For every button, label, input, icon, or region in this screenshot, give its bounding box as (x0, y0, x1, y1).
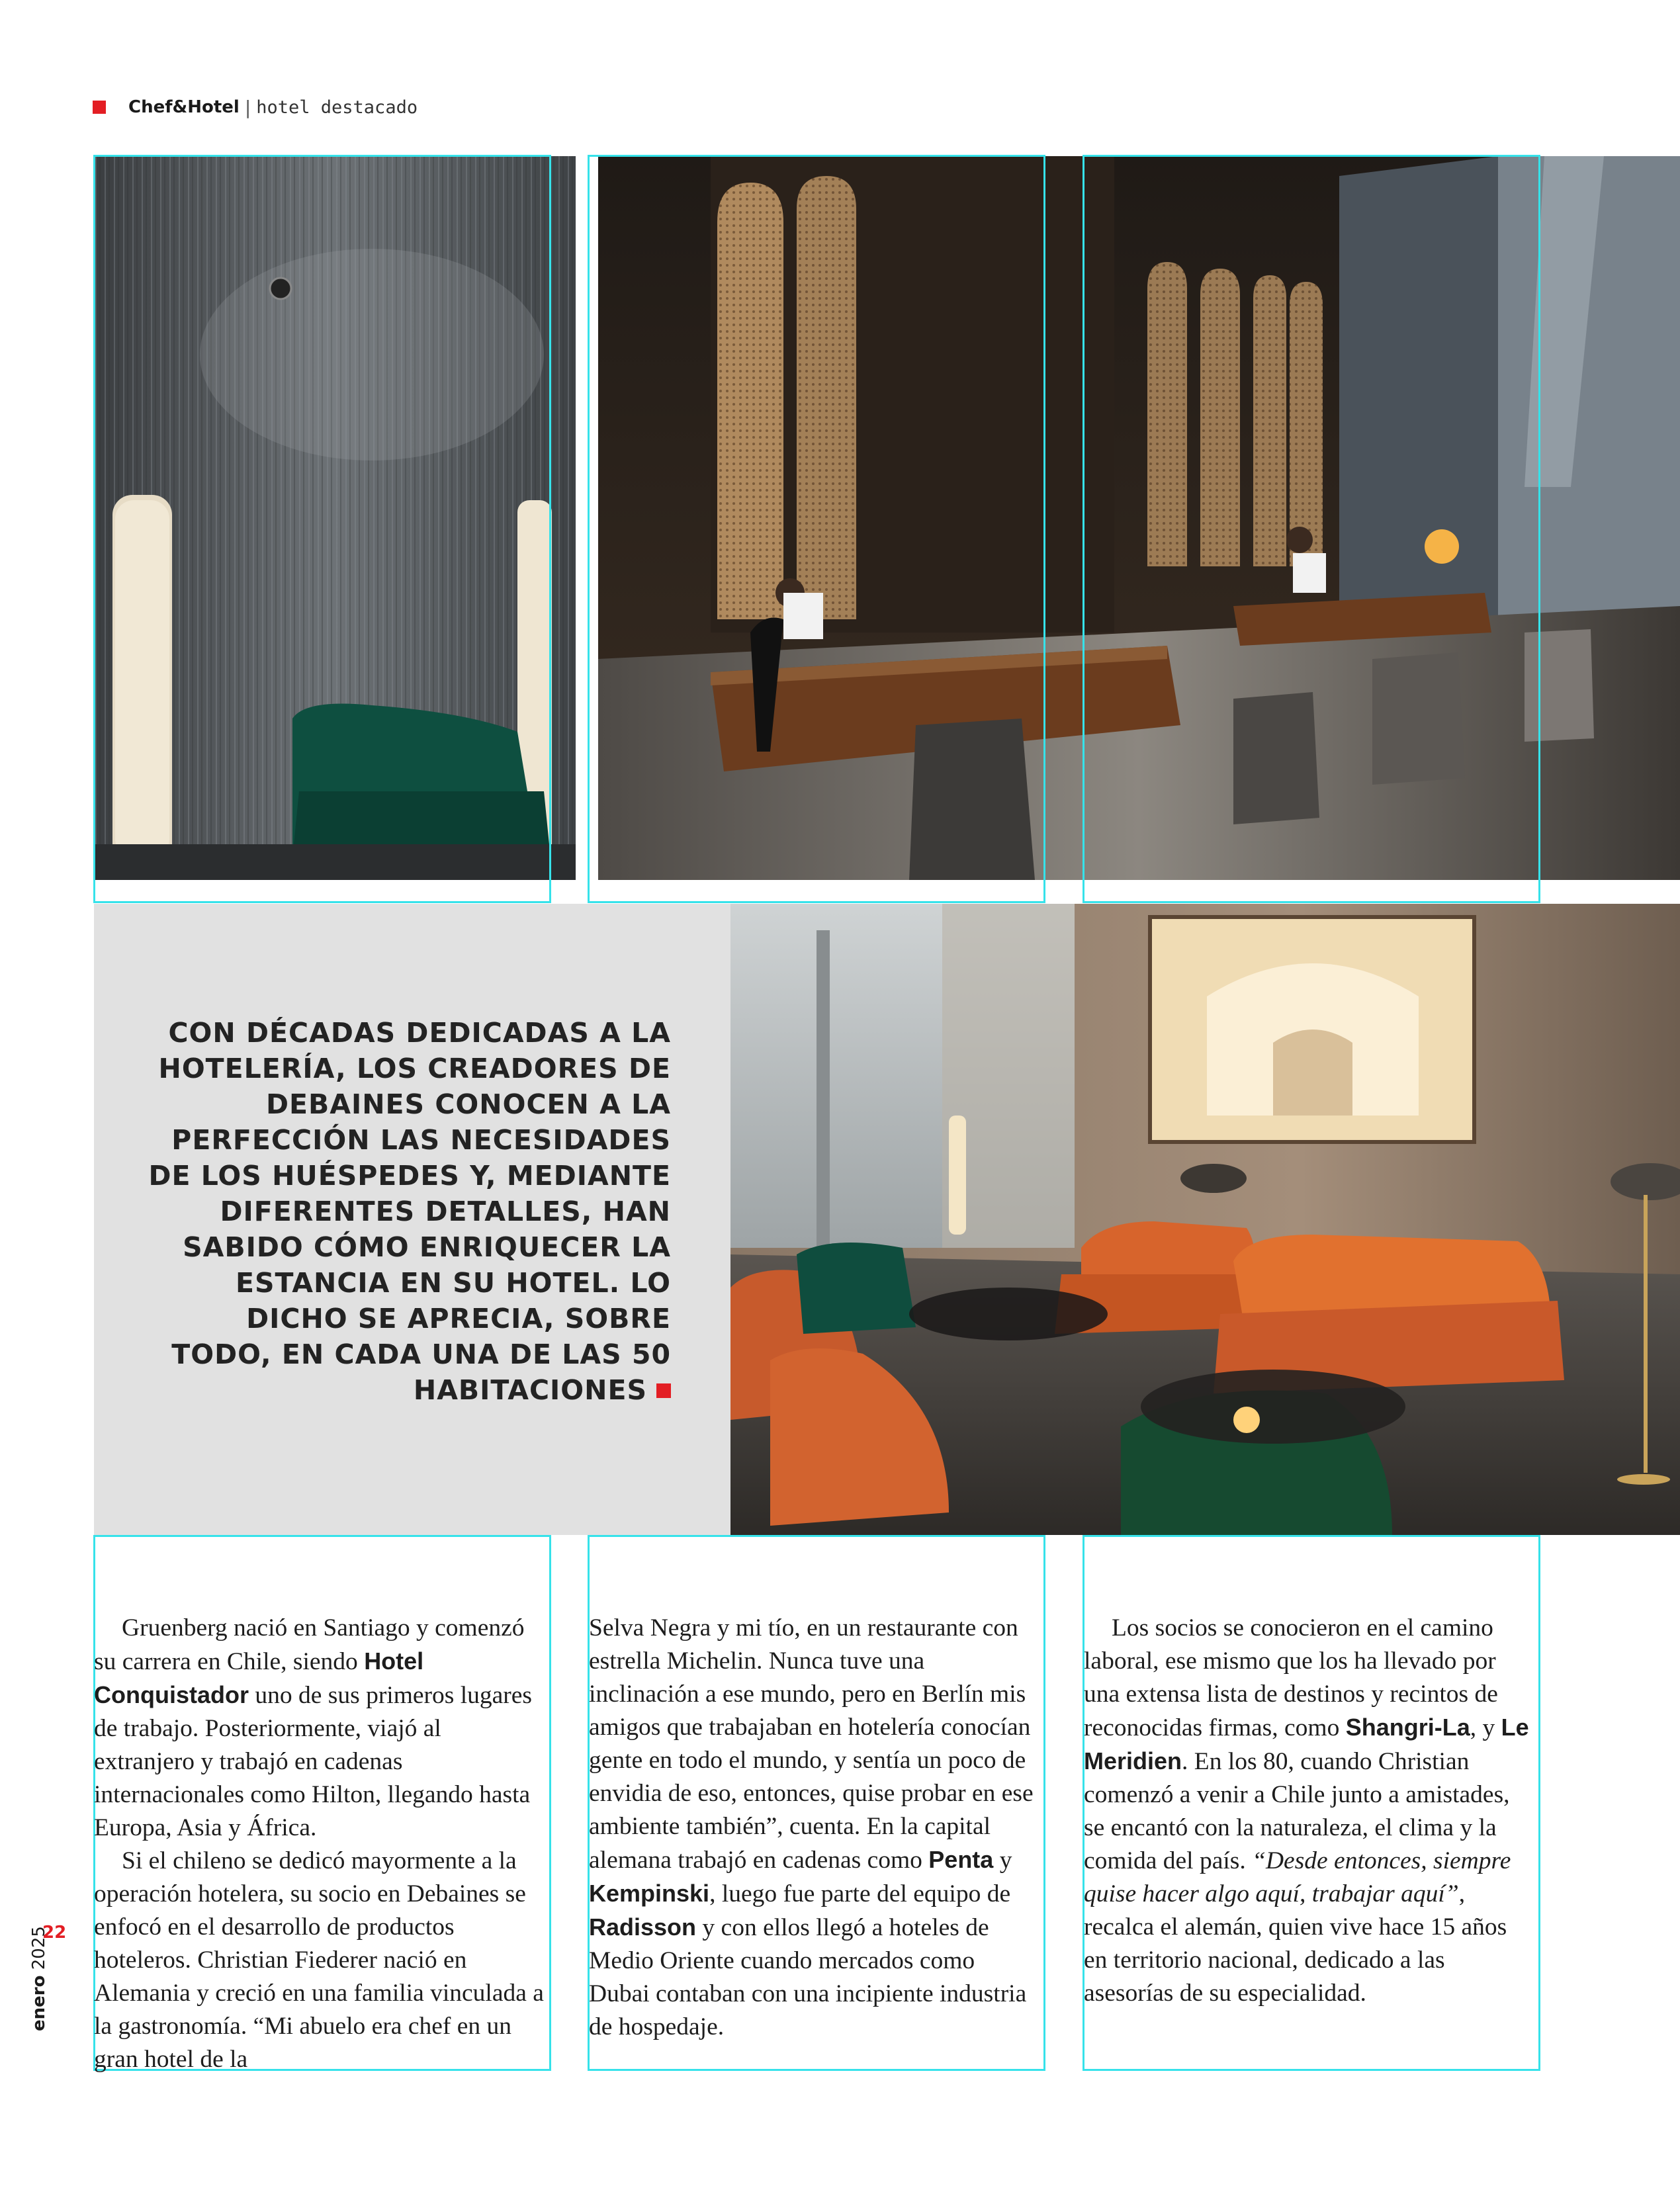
page-number: 22 (42, 1923, 67, 1943)
body-column-2 (589, 1612, 1039, 2044)
header-section: hotel destacado (256, 97, 418, 118)
pull-quote-end-square (656, 1383, 671, 1398)
col2-bold-kempinski: Kempinski (589, 1880, 710, 1907)
col2-text: Selva Negra y mi tío, en un restaurante con estrella Michelin. Nunca tuve una inclinación a ese mundo, pero en Berlín mis amigos que trabajaban en hotelería conocían gente en todo el mundo, y sentía un poco de envidia de eso, entonces, quise probar en ese ambiente también”, cuenta. En la capital alemana trabajó en cadenas como (589, 1614, 1034, 1874)
pull-quote-text: CON DÉCADAS DEDICADAS A LA HOTELERÍA, LOS CREADORES DE DEBAINES CONOCEN A LA PERFECCIÓN LAS NECESIDADES DE LOS HUÉSPEDES Y, MEDIANTE DIFERENTES DETALLES, HAN SABIDO CÓMO ENRIQUECER LA ESTANCIA EN SU HOTEL. LO DICHO SE APRECIA, SOBRE TODO, EN CADA UNA DE LAS 50 HABITACIONES (148, 1017, 671, 1406)
col1-text: Gruenberg nació en Santiago y comenzó su carrera en Chile, siendo (94, 1614, 525, 1675)
col2-text: y con ellos llegó a hoteles de Medio Oriente cuando mercados como Dubai contaban con una incipiente industria de hospedaje. (589, 1914, 1027, 2040)
header-marker-square (93, 101, 106, 114)
col2-paragraph-1 (589, 1612, 1039, 2044)
body-column-1 (94, 1612, 544, 2076)
col3-text: , y (1470, 1714, 1501, 1741)
col3-text: , recalca el alemán, quien vive hace 15 años en territorio nacional, dedicado a las asesorías de su especialidad. (1084, 1880, 1507, 2007)
photo-reception-desks (598, 156, 1680, 880)
col3-text: Los socios se conocieron en el camino laboral, ese mismo que los ha llevado por una extensa lista de destinos y recintos de reconocidas firmas, como (1084, 1614, 1498, 1741)
col2-text: , luego fue parte del equipo de (709, 1880, 1011, 1907)
pull-quote (142, 1015, 671, 1408)
body-column-3 (1084, 1612, 1534, 2010)
issue-month: enero (29, 1975, 49, 2031)
col1-paragraph-2: Si el chileno se dedicó mayormente a la operación hotelera, su socio en Debaines se enfocó en el desarrollo de productos hoteleros. Christian Fiederer nació en Alemania y creció en una familia vinculada a la gastronomía. “Mi abuelo era chef en un gran hotel de la (94, 1847, 544, 2073)
col3-bold-shangrila: Shangri-La (1345, 1714, 1470, 1741)
col3-bold-lemeridien: Le Meridien (1084, 1714, 1529, 1774)
issue-date (29, 1926, 49, 2031)
issue-year: 2025 (29, 1926, 49, 1970)
photo-corridor-green-sofa (94, 156, 576, 880)
col2-bold-radisson: Radisson (589, 1913, 697, 1941)
header-brand: Chef&Hotel (128, 97, 240, 117)
col2-text: y (993, 1847, 1012, 1874)
col2-bold-penta: Penta (928, 1846, 994, 1873)
photo-lounge-orange-sofas (730, 904, 1680, 1535)
col3-text: . En los 80, cuando Christian comenzó a venir a Chile junto a amistades, se encantó con la naturaleza, el clima y la comida del país. (1084, 1748, 1510, 1874)
page-header (93, 94, 418, 120)
col3-italic-quote: “Desde entonces, siempre quise hacer algo aquí, trabajar aquí” (1084, 1847, 1511, 1907)
col3-paragraph-1 (1084, 1612, 1534, 2010)
col1-bold-hotel: Hotel Conquistador (94, 1647, 424, 1708)
pull-quote-box (94, 904, 730, 1535)
header-separator: | (244, 96, 251, 118)
col1-paragraph-1 (94, 1612, 544, 1845)
col1-text: uno de sus primeros lugares de trabajo. Posteriormente, viajó al extranjero y trabajó en cadenas internacionales como Hilton, llegando hasta Europa, Asia y África. (94, 1682, 533, 1841)
